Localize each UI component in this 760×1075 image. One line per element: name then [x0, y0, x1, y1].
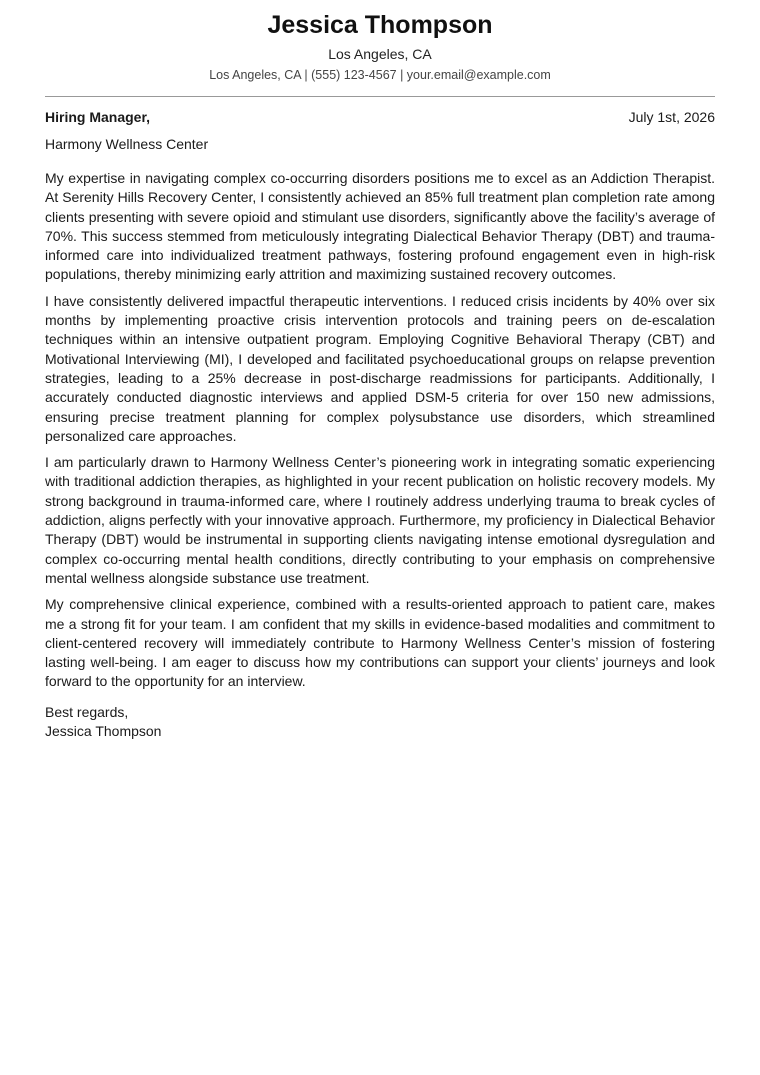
applicant-city: Los Angeles, CA	[328, 46, 432, 62]
recipient-company: Harmony Wellness Center	[45, 136, 209, 152]
letter-body	[45, 169, 715, 692]
recipient-salutation: Hiring Manager,	[45, 109, 151, 125]
header-divider	[45, 96, 715, 97]
recipient-date-row	[45, 107, 715, 127]
letter-date: July 1st, 2026	[628, 109, 715, 125]
applicant-contact-line: Los Angeles, CA | (555) 123-4567 | your.email@example.com	[209, 68, 551, 82]
body-paragraph: I am particularly drawn to Harmony Wellness Center’s pioneering work in integrating somatic experiencing with traditional addiction therapies, as highlighted in your recent publication on holistic recovery models. My strong background in trauma-informed care, where I routinely address underlying trauma to break cycles of addiction, aligns perfectly with your innovative approach. Furthermore, my proficiency in Dialectical Behavior Therapy (DBT) would be instrumental in supporting clients navigating intense emotional dysregulation and complex co-occurring mental health conditions, directly contributing to your emphasis on comprehensive mental wellness alongside substance use treatment.	[45, 454, 715, 586]
body-paragraph: My expertise in navigating complex co-occurring disorders positions me to excel as an Addiction Therapist. At Serenity Hills Recovery Center, I consistently achieved an 85% full treatment plan completion rate among clients presenting with severe opioid and stimulant use disorders, significantly above the facility’s average of 70%. This success stemmed from meticulously integrating Dialectical Behavior Therapy (DBT) and trauma-informed care into individualized treatment pathways, fostering profound engagement even in high-risk populations, thereby minimizing early attrition and maximizing sustained recovery outcomes.	[45, 170, 715, 283]
letter-signoff	[45, 703, 715, 742]
applicant-name: Jessica Thompson	[267, 11, 493, 39]
letter-header	[45, 0, 715, 84]
body-paragraph: My comprehensive clinical experience, combined with a results-oriented approach to patient care, makes me a strong fit for your team. I am confident that my skills in evidence-based modalities and commitment to client-centered recovery will immediately contribute to Harmony Wellness Center’s mission of fostering lasting well-being. I am eager to discuss how my contributions can support your clients’ journeys and look forward to the opportunity for an interview.	[45, 596, 715, 690]
closing-phrase: Best regards,	[45, 703, 129, 720]
signature-name: Jessica Thompson	[45, 723, 162, 740]
body-paragraph: I have consistently delivered impactful therapeutic interventions. I reduced crisis incidents by 40% over six months by implementing proactive crisis intervention protocols and training peers on de-escalation techniques within an intensive outpatient program. Employing Cognitive Behavioral Therapy (CBT) and Motivational Interviewing (MI), I developed and facilitated psychoeducational groups on relapse prevention strategies, leading to a 25% decrease in post-discharge readmissions for participants. Additionally, I accurately conducted diagnostic interviews and applied DSM-5 criteria for over 150 new admissions, ensuring precise treatment planning for complex polysubstance use disorders, which streamlined personalized care approaches.	[45, 292, 715, 444]
